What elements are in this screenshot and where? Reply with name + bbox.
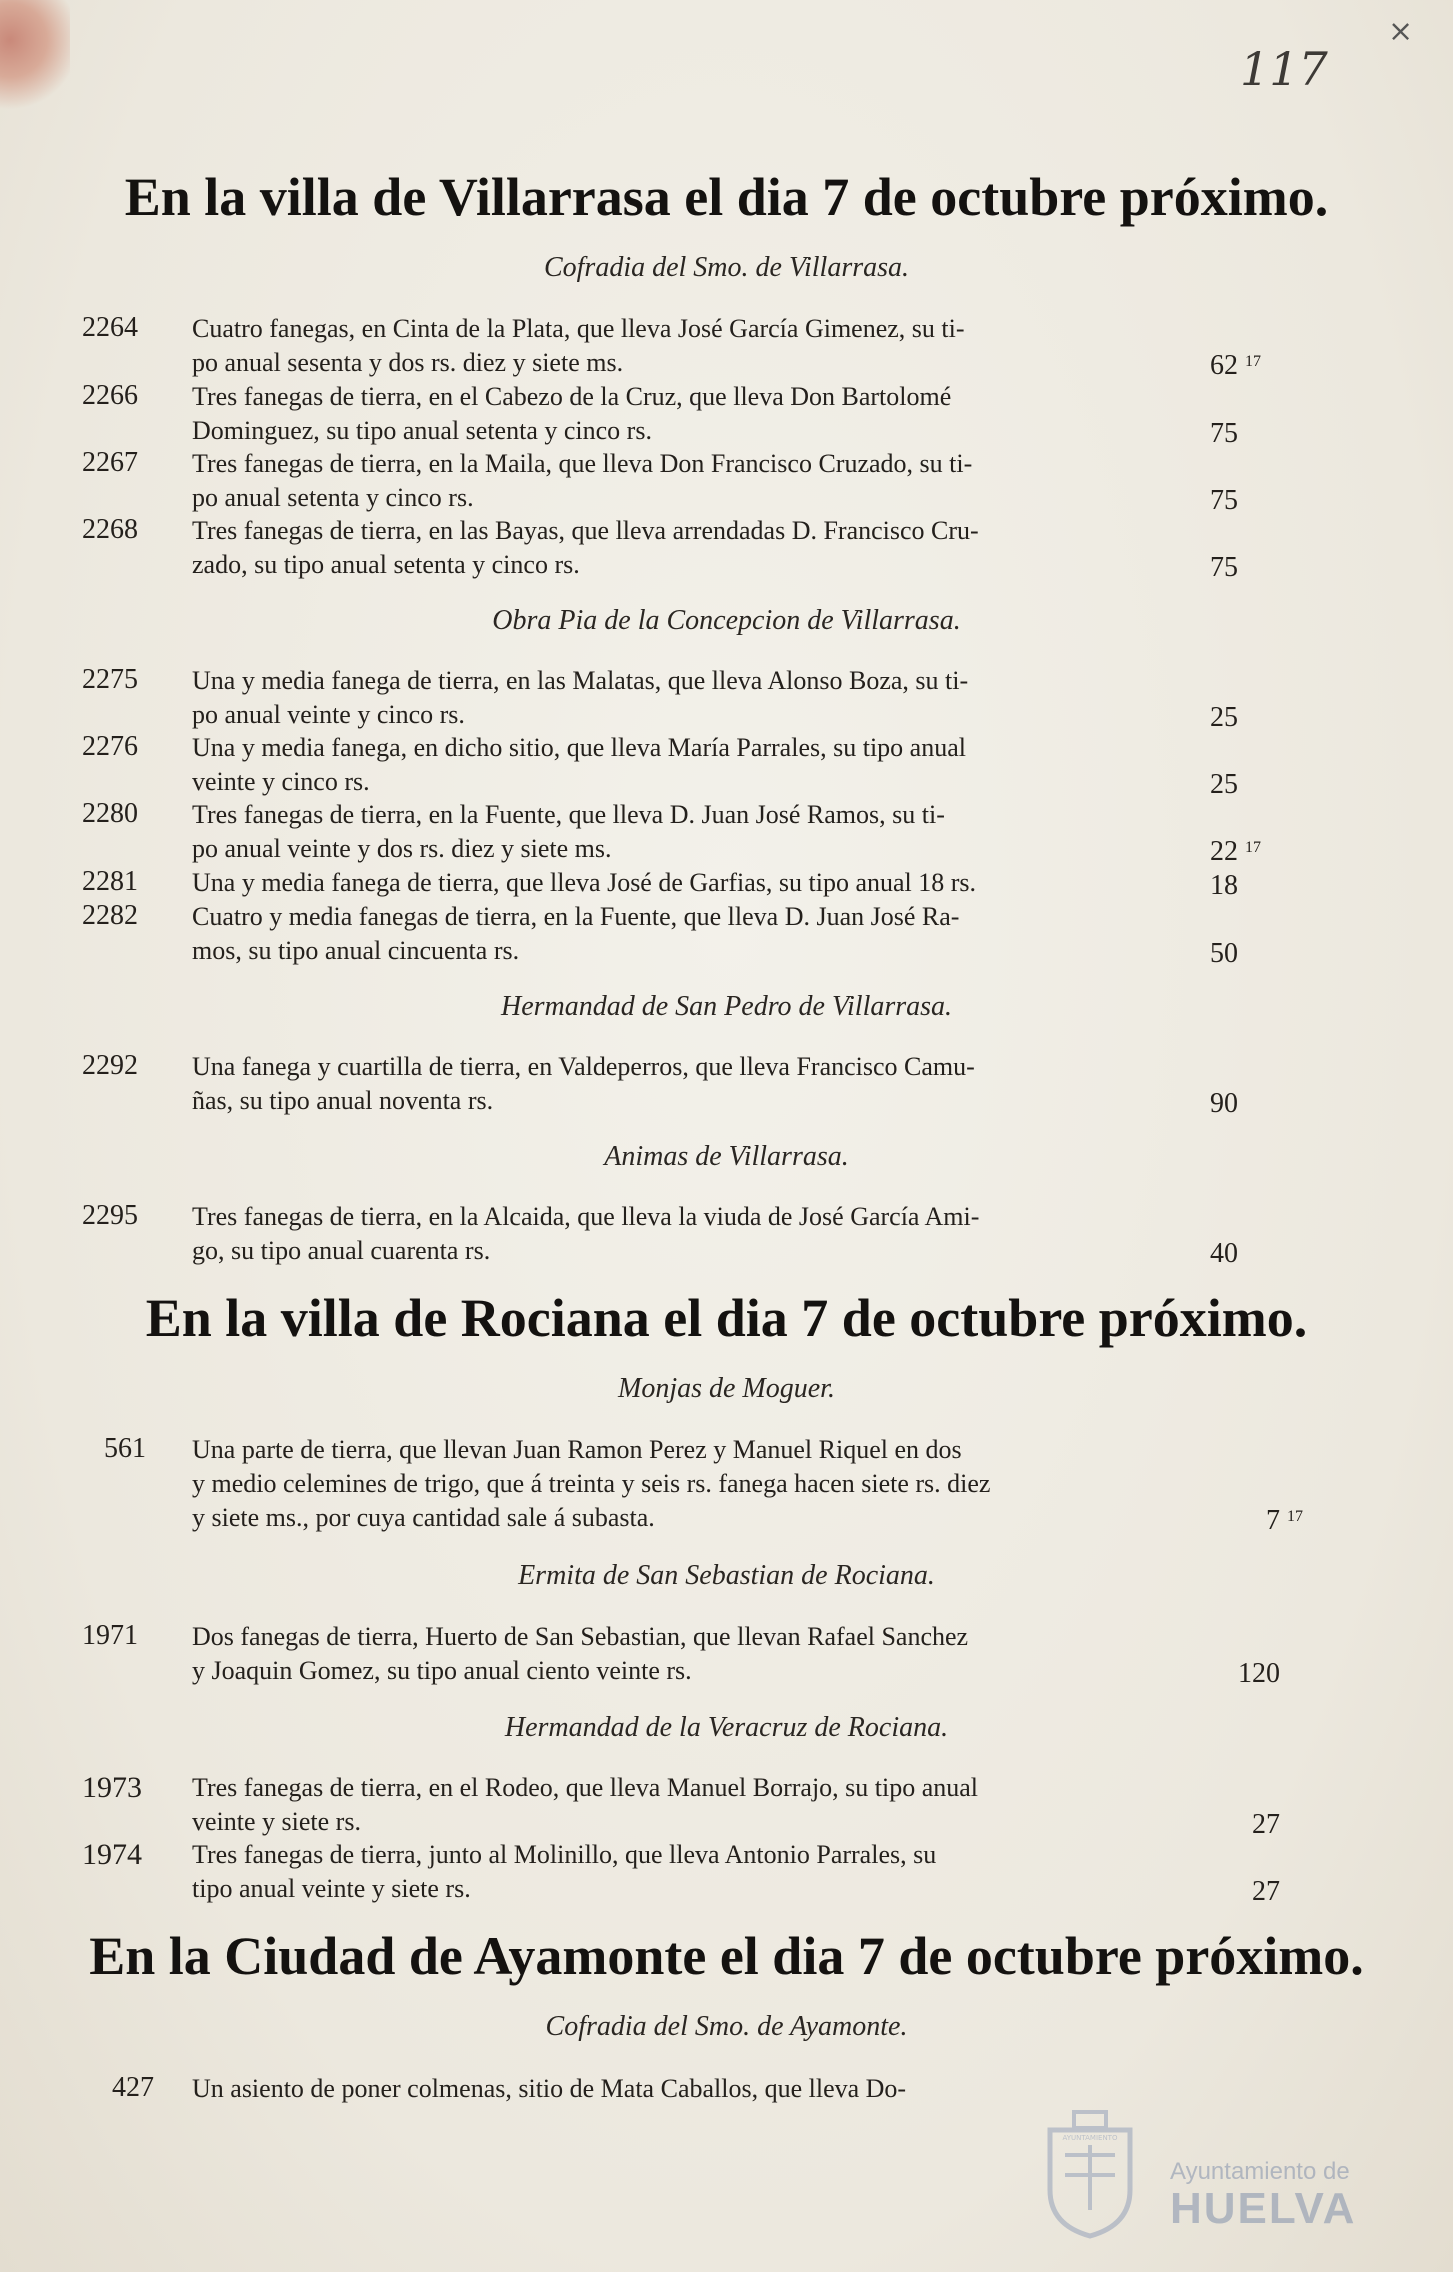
entry-2268 — [0, 514, 1453, 584]
lot-number: 2264 — [82, 312, 138, 343]
lot-description: Cuatro y media fanegas de tierra, en la Fuente, que lleva D. Juan José Ra- mos, su tipo anual cincuenta rs. — [192, 902, 960, 965]
watermark-label: Ayuntamiento de — [1170, 2158, 1350, 2185]
section-obra-pia: Obra Pia de la Concepcion de Villarrasa. — [492, 605, 961, 636]
lot-price: 27 — [1252, 1876, 1280, 1907]
lot-price: 7 $^{17}$ — [1266, 1505, 1303, 1536]
entry-1973 — [0, 1771, 1453, 1841]
lot-description: Dos fanegas de tierra, Huerto de San Sebastian, que llevan Rafael Sanchez y Joaquin Gomez, su tipo anual ciento veinte rs. — [192, 1622, 969, 1685]
entry-2266 — [0, 380, 1453, 450]
entry-2280 — [0, 798, 1453, 868]
entry-561 — [0, 1433, 1453, 1537]
lot-number: 1974 — [82, 1838, 142, 1871]
lot-description: Cuatro fanegas, en Cinta de la Plata, que lleva José García Gimenez, su ti- po anual sesenta y dos rs. diez y siete ms. — [192, 314, 965, 377]
lot-price: 120 — [1238, 1658, 1280, 1689]
section-cofradia-ayamonte: Cofradia del Smo. de Ayamonte. — [545, 2011, 908, 2042]
lot-number: 2280 — [82, 798, 138, 829]
section-monjas-moguer: Monjas de Moguer. — [618, 1373, 835, 1404]
watermark-city: HUELVA — [1170, 2184, 1357, 2233]
section-animas: Animas de Villarrasa. — [604, 1141, 849, 1172]
lot-price: 22 $^{17}$ — [1210, 836, 1261, 867]
lot-price: 50 — [1210, 938, 1238, 969]
lot-number: 2266 — [82, 380, 138, 411]
entry-2282 — [0, 900, 1453, 970]
section-cofradia-villarrasa: Cofradia del Smo. de Villarrasa. — [543, 252, 910, 283]
lot-price: 75 — [1210, 552, 1238, 583]
entry-1971 — [0, 1620, 1453, 1690]
lot-description: Una y media fanega, en dicho sitio, que lleva María Parrales, su tipo anual veinte y cinco rs. — [192, 733, 966, 796]
lot-description: Una fanega y cuartilla de tierra, en Valdeperros, que lleva Francisco Camu- ñas, su tipo anual noventa rs. — [192, 1052, 975, 1115]
entry-2267 — [0, 447, 1453, 517]
lot-description: Una y media fanega de tierra, en las Malatas, que lleva Alonso Boza, su ti- po anual veinte y cinco rs. — [192, 666, 969, 729]
entry-2264 — [0, 312, 1453, 382]
lot-number: 2282 — [82, 900, 138, 931]
entry-2292 — [0, 1050, 1453, 1120]
lot-price: 25 — [1210, 769, 1238, 800]
lot-description: Tres fanegas de tierra, en las Bayas, que lleva arrendadas D. Francisco Cru- zado, su tipo anual setenta y cinco rs. — [192, 516, 979, 579]
lot-number: 2295 — [82, 1200, 138, 1231]
lot-number: 1971 — [82, 1620, 138, 1651]
lot-price: 90 — [1210, 1088, 1238, 1119]
entry-2275 — [0, 664, 1453, 734]
shield-text: AYUNTAMIENTO — [1062, 2134, 1118, 2142]
lot-description: Tres fanegas de tierra, junto al Molinillo, que lleva Antonio Parrales, su tipo anual veinte y siete rs. — [192, 1840, 937, 1903]
lot-price: 18 — [1210, 870, 1238, 901]
lot-price: 25 — [1210, 702, 1238, 733]
lot-description: Tres fanegas de tierra, en la Fuente, que lleva D. Juan José Ramos, su ti- po anual veinte y dos rs. diez y siete ms. — [192, 800, 945, 863]
lot-number: 2267 — [82, 447, 138, 478]
lot-price: 40 — [1210, 1238, 1238, 1269]
section-san-pedro: Hermandad de San Pedro de Villarrasa. — [500, 991, 953, 1022]
entry-2295 — [0, 1200, 1453, 1270]
lot-price: 75 — [1210, 485, 1238, 516]
lot-description: Tres fanegas de tierra, en la Maila, que lleva Don Francisco Cruzado, su ti- po anual setenta y cinco rs. — [192, 449, 973, 512]
section-veracruz: Hermandad de la Veracruz de Rociana. — [504, 1712, 949, 1743]
lot-description: Tres fanegas de tierra, en la Alcaida, que lleva la viuda de José García Ami- go, su tipo anual cuarenta rs. — [192, 1202, 980, 1265]
folio-number: 117 — [1240, 42, 1328, 96]
paper-stain — [0, 0, 70, 110]
lot-number: 427 — [112, 2072, 154, 2103]
lot-number: 561 — [104, 1433, 146, 1464]
lot-price: 75 — [1210, 418, 1238, 449]
lot-description: Un asiento de poner colmenas, sitio de Mata Caballos, que lleva Do- — [192, 2074, 907, 2103]
lot-description: Una parte de tierra, que llevan Juan Ramon Perez y Manuel Riquel en dos y medio celemines de trigo, que á treinta y seis rs. fanega hacen siete rs. diez y siete ms., por cuya cantidad sale á subasta. — [192, 1435, 991, 1532]
city-shield-icon — [1040, 2110, 1140, 2240]
lot-number: 2275 — [82, 664, 138, 695]
lot-price: 62 $^{17}$ — [1210, 350, 1261, 381]
entry-2276 — [0, 731, 1453, 801]
corner-mark: × — [1388, 14, 1414, 49]
heading-ayamonte: En la Ciudad de Ayamonte el dia 7 de octubre próximo. — [89, 1926, 1364, 1986]
section-ermita-san-sebastian: Ermita de San Sebastian de Rociana. — [518, 1560, 935, 1591]
lot-description: Tres fanegas de tierra, en el Cabezo de la Cruz, que lleva Don Bartolomé Dominguez, su tipo anual setenta y cinco rs. — [192, 382, 952, 445]
lot-number: 1973 — [82, 1771, 142, 1804]
heading-rociana: En la villa de Rociana el dia 7 de octubre próximo. — [145, 1288, 1308, 1348]
lot-number: 2292 — [82, 1050, 138, 1081]
lot-price: 27 — [1252, 1809, 1280, 1840]
lot-description: Una y media fanega de tierra, que lleva José de Garfias, su tipo anual 18 rs. — [192, 868, 977, 897]
lot-description: Tres fanegas de tierra, en el Rodeo, que lleva Manuel Borrajo, su tipo anual veinte y siete rs. — [192, 1773, 979, 1836]
lot-number: 2268 — [82, 514, 138, 545]
ayuntamiento-huelva-watermark — [1040, 2100, 1380, 2250]
lot-number: 2281 — [82, 866, 138, 897]
entry-1974 — [0, 1838, 1453, 1908]
heading-villarrasa: En la villa de Villarrasa el dia 7 de octubre próximo. — [124, 167, 1329, 227]
lot-number: 2276 — [82, 731, 138, 762]
